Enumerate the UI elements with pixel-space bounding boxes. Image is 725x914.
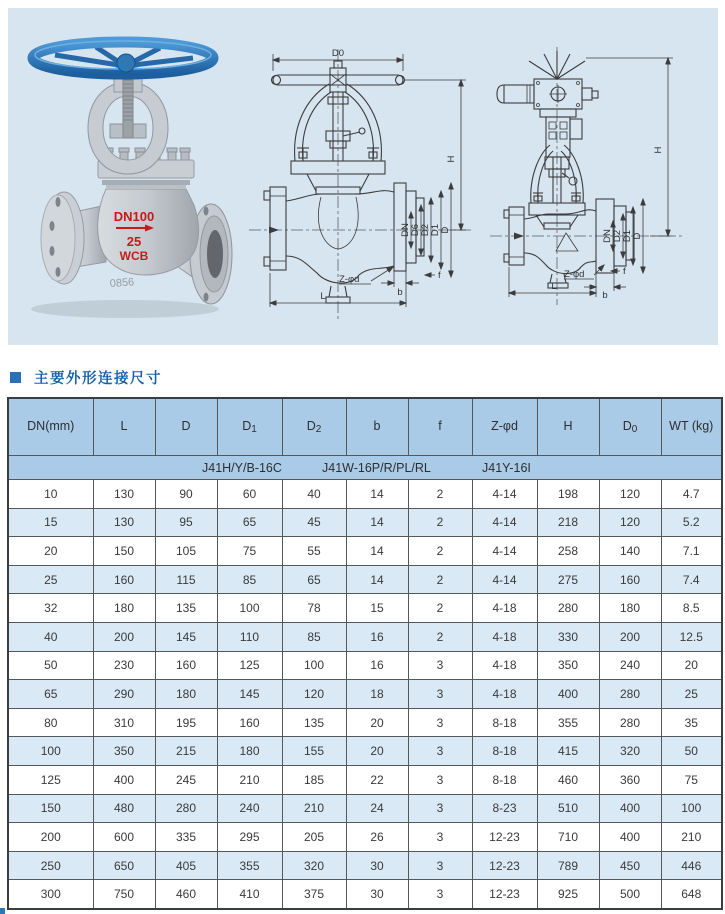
table-cell: 215 — [155, 737, 217, 766]
column-header — [661, 398, 722, 456]
table-cell: 120 — [282, 680, 346, 709]
section-title: 主要外形连接尺寸 — [34, 370, 162, 387]
table-cell: 180 — [155, 680, 217, 709]
table-cell: 60 — [217, 480, 282, 509]
next-section-bullet-cropped — [0, 908, 5, 914]
table-cell: 155 — [282, 737, 346, 766]
table-row — [8, 508, 722, 537]
table-cell: 85 — [217, 565, 282, 594]
dim-label-d0: D0 — [331, 48, 345, 59]
table-cell: 55 — [282, 537, 346, 566]
table-cell: 12-23 — [472, 851, 537, 880]
table-cell: 100 — [282, 651, 346, 680]
table-cell: 75 — [217, 537, 282, 566]
table-cell: 4-14 — [472, 480, 537, 509]
table-cell: 14 — [346, 565, 408, 594]
table-cell: 460 — [155, 880, 217, 909]
table-cell: 180 — [93, 594, 155, 623]
table-cell: 3 — [408, 851, 472, 880]
table-cell: 335 — [155, 823, 217, 852]
column-header — [408, 398, 472, 456]
table-cell: 75 — [661, 765, 722, 794]
table-cell: 290 — [93, 680, 155, 709]
table-cell: 650 — [93, 851, 155, 880]
table-cell: 90 — [155, 480, 217, 509]
table-cell: 2 — [408, 565, 472, 594]
table-cell: 4-18 — [472, 622, 537, 651]
section-heading — [10, 368, 162, 386]
dim-label-d: D — [440, 226, 451, 234]
table-cell: 14 — [346, 537, 408, 566]
table-cell: 150 — [93, 537, 155, 566]
column-label: H — [563, 419, 573, 433]
column-label-subscript: 2 — [315, 424, 322, 435]
table-cell: 140 — [599, 537, 661, 566]
table-cell: 2 — [408, 537, 472, 566]
table-cell: 15 — [8, 508, 93, 537]
table-cell: 350 — [537, 651, 599, 680]
table-cell: 450 — [599, 851, 661, 880]
table-cell: 105 — [155, 537, 217, 566]
table-cell: 4-14 — [472, 508, 537, 537]
table-cell: 200 — [599, 622, 661, 651]
table-cell: 45 — [282, 508, 346, 537]
table-cell: 20 — [346, 737, 408, 766]
globe-valve-drawing-manual — [243, 35, 480, 325]
table-cell: 405 — [155, 851, 217, 880]
table-cell: 205 — [282, 823, 346, 852]
handwheel — [33, 41, 213, 74]
table-cell: 95 — [155, 508, 217, 537]
table-cell: 4-18 — [472, 680, 537, 709]
table-cell: 8-18 — [472, 765, 537, 794]
table-cell: 200 — [8, 823, 93, 852]
table-cell: 295 — [217, 823, 282, 852]
column-header — [537, 398, 599, 456]
table-cell: 355 — [537, 708, 599, 737]
table-cell: 35 — [661, 708, 722, 737]
table-cell: 400 — [599, 794, 661, 823]
table-cell: 330 — [537, 622, 599, 651]
table-cell: 78 — [282, 594, 346, 623]
table-cell: 320 — [282, 851, 346, 880]
table-cell: 648 — [661, 880, 722, 909]
table-cell: 24 — [346, 794, 408, 823]
globe-valve-drawing-electric — [482, 35, 720, 325]
table-cell: 4-14 — [472, 565, 537, 594]
table-cell: 125 — [8, 765, 93, 794]
table-cell: 20 — [346, 708, 408, 737]
flow-arrow — [514, 233, 524, 240]
column-label: D — [181, 419, 191, 433]
table-cell: 145 — [217, 680, 282, 709]
dim-label-b: b — [602, 290, 608, 301]
table-cell: 115 — [155, 565, 217, 594]
table-row — [8, 622, 722, 651]
dim-label-b: b — [397, 287, 403, 298]
table-cell: 2 — [408, 480, 472, 509]
column-header — [93, 398, 155, 456]
column-label: L — [120, 419, 128, 433]
table-cell: 355 — [217, 851, 282, 880]
table-cell: 50 — [661, 737, 722, 766]
table-cell: 280 — [599, 680, 661, 709]
table-cell: 100 — [661, 794, 722, 823]
column-header — [599, 398, 661, 456]
dim-label-d1: D1 — [622, 229, 633, 243]
table-cell: 8.5 — [661, 594, 722, 623]
table-cell: 3 — [408, 765, 472, 794]
table-cell: 350 — [93, 737, 155, 766]
table-cell: 4.7 — [661, 480, 722, 509]
table-cell: 195 — [155, 708, 217, 737]
table-cell: 446 — [661, 851, 722, 880]
table-cell: 40 — [282, 480, 346, 509]
dim-label-d2: D2 — [420, 223, 431, 237]
model-code: J41W-16P/R/PL/RL — [322, 460, 431, 475]
table-cell: 110 — [217, 622, 282, 651]
table-cell: 240 — [599, 651, 661, 680]
table-cell: 20 — [661, 651, 722, 680]
table-cell: 500 — [599, 880, 661, 909]
table-cell: 218 — [537, 508, 599, 537]
table-cell: 30 — [346, 880, 408, 909]
table-cell: 8-18 — [472, 708, 537, 737]
column-label-subscript: 0 — [631, 424, 638, 435]
table-cell: 135 — [282, 708, 346, 737]
table-cell: 3 — [408, 651, 472, 680]
dim-label-l: L — [551, 281, 557, 292]
table-cell: 130 — [93, 480, 155, 509]
table-cell: 7.4 — [661, 565, 722, 594]
section-bullet-icon — [10, 372, 21, 383]
table-row — [8, 708, 722, 737]
table-cell: 250 — [8, 851, 93, 880]
marking-material: WCB — [119, 249, 149, 263]
model-code: J41H/Y/B-16C — [202, 460, 282, 475]
table-cell: 300 — [8, 880, 93, 909]
column-label: b — [373, 419, 381, 433]
table-cell: 14 — [346, 480, 408, 509]
table-cell: 7.1 — [661, 537, 722, 566]
table-header-row — [8, 398, 722, 456]
table-cell: 258 — [537, 537, 599, 566]
column-label: f — [438, 419, 442, 433]
dimension-table — [7, 397, 723, 910]
table-cell: 275 — [537, 565, 599, 594]
table-cell: 145 — [155, 622, 217, 651]
table-cell: 245 — [155, 765, 217, 794]
table-cell: 789 — [537, 851, 599, 880]
table-cell: 160 — [93, 565, 155, 594]
dim-label-d: D — [632, 232, 643, 240]
table-cell: 3 — [408, 823, 472, 852]
dim-label-d2: D2 — [612, 229, 623, 243]
table-row — [8, 794, 722, 823]
table-cell: 8-18 — [472, 737, 537, 766]
column-label: WT (kg) — [669, 419, 714, 433]
table-cell: 80 — [8, 708, 93, 737]
table-cell: 32 — [8, 594, 93, 623]
table-cell: 2 — [408, 508, 472, 537]
table-cell: 750 — [93, 880, 155, 909]
table-cell: 25 — [661, 680, 722, 709]
model-code: J41Y-16I — [482, 460, 531, 475]
table-cell: 12-23 — [472, 823, 537, 852]
table-cell: 375 — [282, 880, 346, 909]
table-cell: 210 — [282, 794, 346, 823]
table-cell: 12-23 — [472, 880, 537, 909]
table-cell: 120 — [599, 508, 661, 537]
table-cell: 230 — [93, 651, 155, 680]
table-cell: 160 — [155, 651, 217, 680]
dim-label-z: Z-φd — [564, 269, 585, 280]
table-cell: 16 — [346, 651, 408, 680]
table-cell: 4-14 — [472, 537, 537, 566]
table-cell: 310 — [93, 708, 155, 737]
column-header — [217, 398, 282, 456]
table-cell: 160 — [599, 565, 661, 594]
model-codes-row — [8, 456, 722, 480]
column-label: D — [622, 419, 632, 433]
table-cell: 198 — [537, 480, 599, 509]
table-cell: 510 — [537, 794, 599, 823]
table-cell: 280 — [599, 708, 661, 737]
table-cell: 415 — [537, 737, 599, 766]
table-cell: 400 — [599, 823, 661, 852]
table-cell: 3 — [408, 880, 472, 909]
table-cell: 40 — [8, 622, 93, 651]
table-cell: 400 — [537, 680, 599, 709]
dim-label-dn: DN — [400, 223, 411, 237]
dim-label-f: f — [438, 270, 441, 281]
table-cell: 180 — [599, 594, 661, 623]
table-cell: 16 — [346, 622, 408, 651]
table-cell: 12.5 — [661, 622, 722, 651]
table-cell: 85 — [282, 622, 346, 651]
table-row — [8, 680, 722, 709]
table-cell: 240 — [217, 794, 282, 823]
dim-label-f: f — [623, 266, 626, 277]
dim-label-l: L — [320, 291, 326, 302]
column-header — [346, 398, 408, 456]
table-cell: 125 — [217, 651, 282, 680]
table-cell: 25 — [8, 565, 93, 594]
table-cell: 150 — [8, 794, 93, 823]
column-label: Z-φd — [491, 419, 518, 433]
table-cell: 100 — [217, 594, 282, 623]
table-cell: 410 — [217, 880, 282, 909]
table-cell: 3 — [408, 680, 472, 709]
table-cell: 130 — [93, 508, 155, 537]
table-cell: 14 — [346, 508, 408, 537]
dim-label-dn: DN — [602, 229, 613, 243]
dim-label-d6: D6 — [410, 223, 421, 237]
table-cell: 280 — [155, 794, 217, 823]
table-cell: 8-23 — [472, 794, 537, 823]
marking-dn: DN100 — [113, 209, 155, 224]
table-cell: 26 — [346, 823, 408, 852]
table-cell: 135 — [155, 594, 217, 623]
table-cell: 280 — [537, 594, 599, 623]
valve-photo — [10, 8, 240, 335]
table-row — [8, 565, 722, 594]
column-header — [282, 398, 346, 456]
table-cell: 65 — [282, 565, 346, 594]
table-cell: 22 — [346, 765, 408, 794]
table-cell: 210 — [661, 823, 722, 852]
table-cell: 3 — [408, 794, 472, 823]
table-cell: 320 — [599, 737, 661, 766]
table-row — [8, 594, 722, 623]
model-codes-cell — [8, 456, 722, 480]
column-label-subscript: 1 — [251, 424, 257, 435]
table-cell: 50 — [8, 651, 93, 680]
table-cell: 925 — [537, 880, 599, 909]
table-cell: 100 — [8, 737, 93, 766]
table-row — [8, 823, 722, 852]
column-label: D — [306, 419, 316, 433]
column-label: D — [242, 419, 252, 433]
table-row — [8, 537, 722, 566]
table-cell: 400 — [93, 765, 155, 794]
table-row — [8, 765, 722, 794]
table-cell: 200 — [93, 622, 155, 651]
table-cell: 2 — [408, 594, 472, 623]
column-label: DN(mm) — [27, 419, 75, 433]
photo-shadow — [31, 300, 219, 318]
table-cell: 65 — [217, 508, 282, 537]
column-header — [8, 398, 93, 456]
table-cell: 710 — [537, 823, 599, 852]
table-row — [8, 480, 722, 509]
table-cell: 5.2 — [661, 508, 722, 537]
column-header — [155, 398, 217, 456]
table-cell: 600 — [93, 823, 155, 852]
table-cell: 10 — [8, 480, 93, 509]
dim-label-h: H — [446, 155, 457, 163]
column-header — [472, 398, 537, 456]
table-cell: 4-18 — [472, 594, 537, 623]
stem — [123, 76, 133, 138]
table-cell: 65 — [8, 680, 93, 709]
table-cell: 120 — [599, 480, 661, 509]
table-cell: 160 — [217, 708, 282, 737]
table-cell: 180 — [217, 737, 282, 766]
table-cell: 460 — [537, 765, 599, 794]
table-cell: 2 — [408, 622, 472, 651]
table-cell: 15 — [346, 594, 408, 623]
marking-pn: 25 — [126, 234, 142, 249]
table-cell: 210 — [217, 765, 282, 794]
cast-mark: 0856 — [109, 276, 135, 290]
table-cell: 360 — [599, 765, 661, 794]
table-row — [8, 737, 722, 766]
table-cell: 4-18 — [472, 651, 537, 680]
table-cell: 480 — [93, 794, 155, 823]
table-cell: 3 — [408, 708, 472, 737]
table-cell: 20 — [8, 537, 93, 566]
dim-label-z: Z-φd — [339, 274, 360, 285]
dim-label-h: H — [653, 146, 664, 154]
table-row — [8, 651, 722, 680]
table-cell: 18 — [346, 680, 408, 709]
table-cell: 3 — [408, 737, 472, 766]
table-cell: 30 — [346, 851, 408, 880]
table-row — [8, 851, 722, 880]
dim-label-d1: D1 — [430, 223, 441, 237]
table-row — [8, 880, 722, 909]
table-cell: 185 — [282, 765, 346, 794]
